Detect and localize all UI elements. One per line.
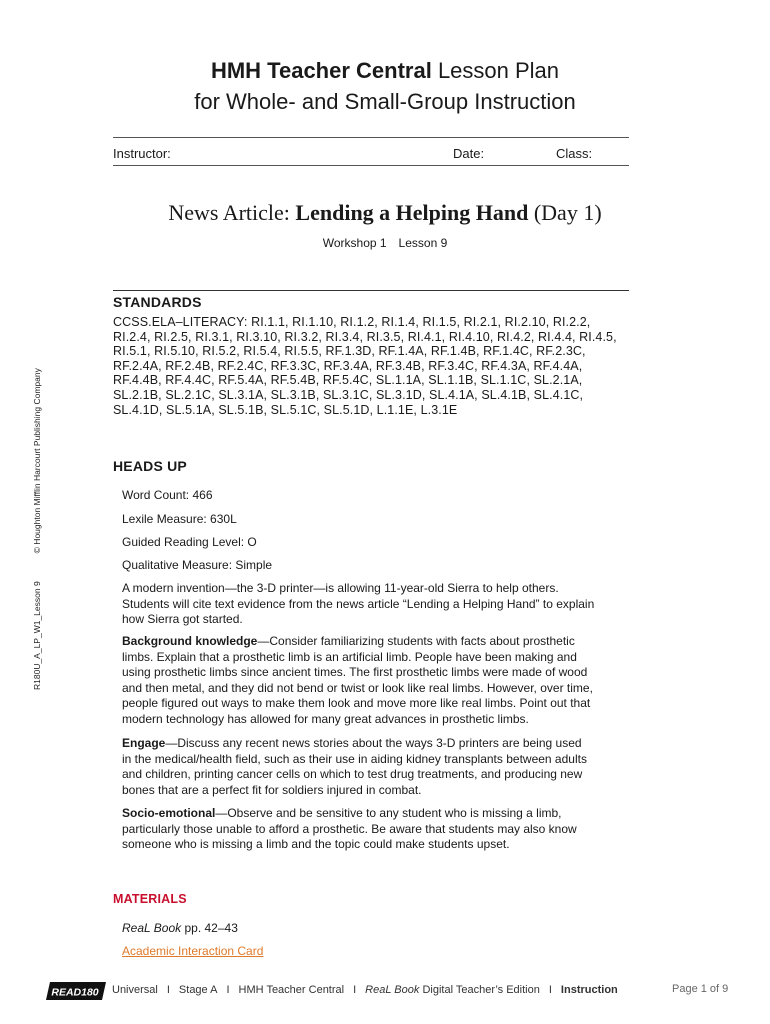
footer-book-title: ReaL Book [365, 984, 420, 996]
footer-stage: Stage A [178, 984, 218, 996]
standards-rule [113, 290, 629, 291]
lexile-measure: Lexile Measure: 630L [122, 512, 237, 526]
engage-paragraph [122, 736, 622, 798]
standards-line: SL.2.1B, SL.2.1C, SL.3.1A, SL.3.1B, SL.3.1C, SL.3.1D, SL.4.1A, SL.4.1B, SL.4.1C, [113, 387, 584, 402]
article-suffix: (Day 1) [528, 200, 602, 225]
side-copyright: © Houghton Mifflin Harcourt Publishing Company [32, 368, 42, 554]
guided-reading-level: Guided Reading Level: O [122, 535, 257, 549]
page-title-rest: Lesson Plan [431, 58, 560, 83]
class-label: Class: [556, 146, 593, 161]
footer-separator: I [166, 984, 170, 996]
lesson-label: Lesson 9 [398, 236, 448, 250]
materials-book-title: ReaL Book [122, 921, 182, 935]
page-title [0, 56, 770, 86]
socio-label: Socio-emotional [122, 806, 216, 820]
para-line: someone who is missing a limb and the topic could make students upset. [122, 837, 510, 851]
para-line: using prosthetic limbs since ancient times. The first prosthetic limbs were made of wood [122, 665, 588, 679]
para-line: bones that are a perfect fit for soldiers injured in combat. [122, 782, 422, 797]
para-line: modern technology has allowed for many great advances in prosthetic limbs. [122, 711, 529, 726]
intro-paragraph [122, 581, 622, 628]
workshop-label: Workshop 1 [322, 236, 387, 250]
footer-breadcrumb [112, 984, 618, 996]
para-line: how Sierra got started. [122, 612, 243, 626]
qualitative-measure: Qualitative Measure: Simple [122, 558, 273, 572]
page-subtitle: for Whole- and Small-Group Instruction [194, 89, 576, 114]
word-count: Word Count: 466 [122, 488, 213, 502]
para-line: —Discuss any recent news stories about the ways 3-D printers are being used [165, 736, 582, 750]
footer-book-rest: Digital Teacher’s Edition [419, 984, 540, 996]
standards-line: RI.5.1, RI.5.10, RI.5.2, RI.5.4, RI.5.5, RF.1.3D, RF.1.4A, RF.1.4B, RF.1.4C, RF.2.3C, [113, 344, 586, 359]
standards-line: RI.2.4, RI.2.5, RI.3.1, RI.3.10, RI.3.2, RI.3.4, RI.3.5, RI.4.1, RI.4.10, RI.4.2, RI.4.4, RI.4.5, [113, 329, 617, 344]
academic-interaction-card-link[interactable]: Academic Interaction Card [122, 944, 264, 958]
footer-instruction: Instruction [560, 984, 618, 996]
standards-heading: STANDARDS [113, 294, 202, 310]
footer-separator: I [353, 984, 357, 996]
side-lesson-code: R180U_A_LP_W1_Lesson 9 [32, 581, 42, 690]
materials-book [122, 921, 238, 935]
logo-text: READ180 [51, 986, 99, 999]
para-line: A modern invention—the 3-D printer—is allowing 11-year-old Sierra to help others. [122, 581, 559, 595]
side-margin-text [32, 368, 42, 690]
para-line: people figured out ways to make them look and move more like real limbs. Point out that [122, 696, 591, 710]
article-name: Lending a Helping Hand [295, 200, 529, 225]
para-line: and then metal, and they did not bend or twist or look like real limbs. However, over time, [122, 680, 593, 695]
para-line: in the medical/health field, such as their use in aiding kidney transplants between adults [122, 751, 587, 766]
background-label: Background knowledge [122, 634, 258, 648]
materials-heading: MATERIALS [113, 892, 187, 906]
page-number: Page 1 of 9 [672, 983, 729, 995]
socio-emotional-paragraph [122, 806, 622, 853]
standards-line: RF.4.4B, RF.4.4C, RF.5.4A, RF.5.4B, RF.5.4C, SL.1.1A, SL.1.1B, SL.1.1C, SL.2.1A, [113, 373, 583, 388]
article-title [0, 200, 770, 226]
header-rule-top [113, 137, 629, 138]
materials-link-row [122, 944, 263, 958]
standards-line: SL.4.1D, SL.5.1A, SL.5.1B, SL.5.1C, SL.5.1D, L.1.1E, L.3.1E [113, 402, 458, 417]
standards-line: CCSS.ELA–LITERACY: RI.1.1, RI.1.10, RI.1.2, RI.1.4, RI.1.5, RI.2.1, RI.2.10, RI.2.2, [113, 315, 591, 329]
para-line: Students will cite text evidence from the news article “Lending a Helping Hand” to explain [122, 596, 595, 611]
standards-line: RF.2.4A, RF.2.4B, RF.2.4C, RF.3.3C, RF.3.4A, RF.3.4B, RF.3.4C, RF.4.3A, RF.4.4A, [113, 358, 583, 373]
read180-logo [44, 980, 108, 1002]
para-line: —Consider familiarizing students with facts about prosthetic [257, 634, 575, 648]
materials-book-pages: pp. 42–43 [181, 921, 238, 935]
date-label: Date: [453, 146, 485, 161]
instructor-label: Instructor: [113, 146, 171, 161]
para-line: limbs. Explain that a prosthetic limb is an artificial limb. People have been making and [122, 649, 577, 664]
standards-list [113, 315, 653, 417]
background-paragraph [122, 634, 622, 727]
workshop-lesson-line [0, 236, 770, 250]
footer-separator: I [548, 984, 552, 996]
engage-label: Engage [122, 736, 166, 750]
para-line: —Observe and be sensitive to any student who is missing a limb, [215, 806, 562, 820]
para-line: and children, printing cancer cells on which to test drug treatments, and producing new [122, 767, 583, 781]
header-rule-bottom [113, 165, 629, 166]
headsup-heading: HEADS UP [113, 458, 187, 474]
para-line: particularly those unable to afford a prosthetic. Be aware that students may also know [122, 821, 577, 836]
page-title-bold: HMH Teacher Central [210, 58, 432, 83]
article-prefix: News Article: [168, 200, 296, 225]
footer-hmh: HMH Teacher Central [238, 984, 345, 996]
footer-universal: Universal [112, 984, 158, 996]
footer-separator: I [226, 984, 230, 996]
